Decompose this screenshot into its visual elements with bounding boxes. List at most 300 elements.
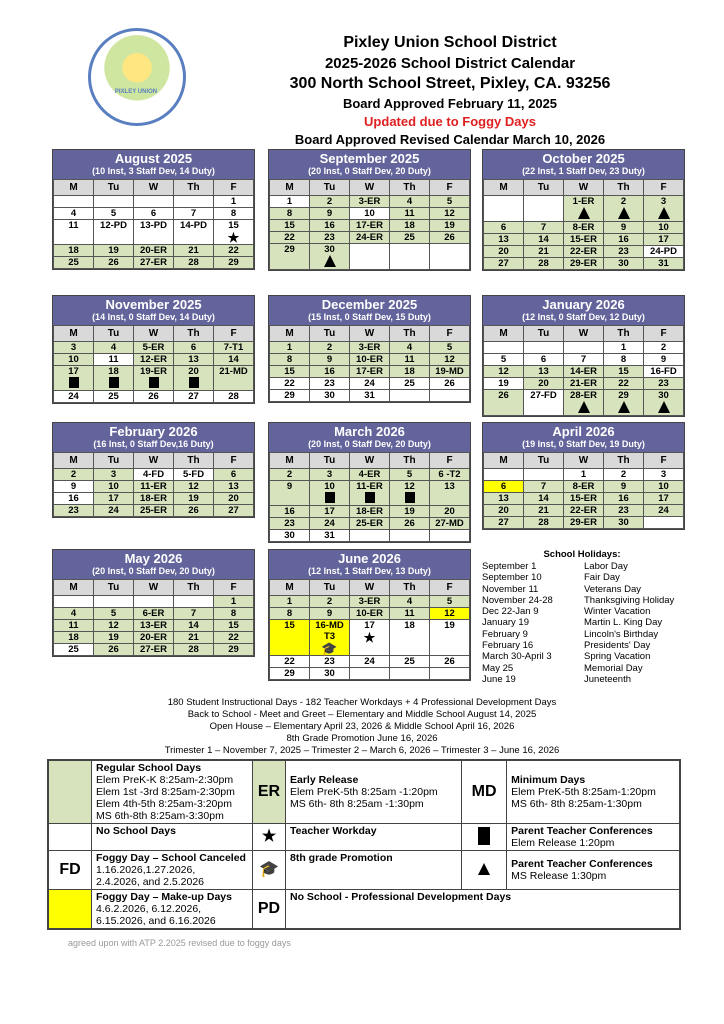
day-cell: 27-MD — [430, 518, 470, 530]
day-cell: 1 — [564, 469, 604, 481]
month-calendar — [268, 295, 471, 403]
holiday-name: Martin L. King Day — [584, 617, 663, 629]
day-cell: 18-ER — [134, 493, 174, 505]
day-cell: 1-ER — [564, 196, 604, 222]
month-calendar — [52, 422, 255, 518]
weekday-header: F — [430, 180, 470, 196]
week-row — [270, 390, 470, 402]
weekday-header: F — [644, 326, 684, 342]
month-header — [269, 550, 470, 579]
day-cell — [524, 196, 564, 222]
weekday-header: W — [350, 453, 390, 469]
weekday-header: Th — [390, 580, 430, 596]
month-day-counts: (20 Inst, 0 Staff Dev, 20 Duty) — [308, 439, 431, 449]
day-cell: 17 — [644, 234, 684, 246]
week-row — [54, 245, 254, 257]
day-cell: 26 — [174, 505, 214, 517]
day-cell: 15-ER — [564, 234, 604, 246]
week-row — [270, 354, 470, 366]
holiday-date: September 10 — [482, 572, 542, 584]
day-cell: 18 — [390, 620, 430, 656]
week-row — [484, 481, 684, 493]
calendar-notes — [40, 697, 684, 757]
holiday-item — [482, 640, 682, 651]
day-cell: 5-ER — [134, 342, 174, 354]
week-row — [270, 668, 470, 680]
week-row — [270, 596, 470, 608]
day-cell: 28-ER — [564, 390, 604, 416]
weekday-header: Tu — [94, 580, 134, 596]
month-header — [269, 150, 470, 179]
holiday-date: January 19 — [482, 617, 530, 629]
day-cell: 31 — [310, 530, 350, 542]
day-cell: 21-ER — [564, 378, 604, 390]
week-row — [484, 354, 684, 366]
weekday-header: F — [644, 453, 684, 469]
day-cell: 28 — [174, 644, 214, 656]
day-cell: 9 — [604, 222, 644, 234]
month-calendar — [482, 422, 685, 530]
week-row — [270, 481, 470, 506]
legend-ptc-elem: Parent Teacher Conferences Elem Release 1:20pm — [507, 824, 680, 851]
day-cell — [390, 244, 430, 270]
holiday-name: Thanksgiving Holiday — [584, 594, 675, 606]
day-cell: 26 — [94, 644, 134, 656]
weekday-header: Th — [174, 580, 214, 596]
day-cell: 24 — [54, 391, 94, 403]
day-cell: 27 — [484, 517, 524, 529]
day-cell: 11 — [390, 354, 430, 366]
day-cell: 16 — [270, 506, 310, 518]
legend-white-swatch — [48, 824, 92, 851]
month-day-counts: (22 Inst, 1 Staff Dev, 23 Duty) — [522, 166, 645, 176]
weekday-header: W — [134, 453, 174, 469]
triangle-icon — [644, 207, 683, 221]
day-cell: 4 — [94, 342, 134, 354]
weekday-header: M — [270, 326, 310, 342]
day-cell — [524, 469, 564, 481]
week-row — [484, 258, 684, 270]
day-cell — [390, 530, 430, 542]
holiday-item — [482, 595, 682, 606]
legend-makeup: Foggy Day – Make-up Days 4.6.2.2026, 6.12.2026, 6.15.2026, and 6.16.2026 — [92, 890, 253, 930]
day-cell: 3-ER — [350, 342, 390, 354]
day-cell: 22 — [270, 656, 310, 668]
weekday-header: M — [54, 180, 94, 196]
day-cell: 25-ER — [134, 505, 174, 517]
day-cell: 3-ER — [350, 596, 390, 608]
day-cell: 14 — [174, 620, 214, 632]
day-cell — [134, 596, 174, 608]
holiday-date: November 11 — [482, 583, 539, 595]
day-cell: 15 — [270, 220, 310, 232]
weekday-header: M — [270, 453, 310, 469]
holiday-name: Juneteenth — [584, 673, 632, 685]
day-cell: 4-ER — [350, 469, 390, 481]
weekday-header: Tu — [310, 580, 350, 596]
day-cell: 25-ER — [350, 518, 390, 530]
legend-table — [47, 759, 681, 930]
day-cell: 15 — [214, 620, 254, 632]
note: Open House – Elementary April 23, 2026 & Middle School April 16, 2026 — [209, 721, 515, 732]
holiday-name: Labor Day — [584, 561, 628, 572]
day-cell: 22 — [214, 632, 254, 644]
day-cell: 27 — [174, 391, 214, 403]
note: Back to School - Meet and Greet – Elementary and Middle School August 14, 2025 — [187, 709, 537, 720]
day-cell: 7-T1 — [214, 342, 254, 354]
day-cell: 13 — [484, 234, 524, 246]
legend-pd-symbol: PD — [253, 890, 286, 930]
day-cell: 29 — [270, 668, 310, 680]
month-calendar — [52, 295, 255, 404]
weekday-header: W — [350, 580, 390, 596]
day-cell — [430, 530, 470, 542]
day-cell: 3 — [644, 196, 684, 222]
month-header — [53, 296, 254, 325]
day-cell: 21 — [524, 505, 564, 517]
day-cell: 6 — [134, 208, 174, 220]
day-cell: 9 — [644, 354, 684, 366]
weekday-header: F — [430, 326, 470, 342]
holiday-name: Veterans Day — [584, 583, 642, 595]
day-cell: 23 — [310, 232, 350, 244]
legend-md: Minimum Days Elem PreK-5th 8:25am-1:20pm MS 6th- 8th 8:25am-1:30pm — [507, 760, 680, 824]
day-cell: 10-ER — [350, 608, 390, 620]
day-cell: 15 — [270, 620, 310, 656]
week-row — [270, 656, 470, 668]
day-cell: 28 — [174, 257, 214, 269]
day-cell: 16 — [604, 493, 644, 505]
square-icon — [310, 492, 349, 505]
holiday-name: Spring Vacation — [584, 651, 651, 663]
holiday-date: September 1 — [482, 561, 537, 572]
weekday-header: Th — [390, 453, 430, 469]
day-cell: 25 — [94, 391, 134, 403]
day-cell: 22 — [604, 378, 644, 390]
day-cell: 26 — [430, 232, 470, 244]
star-icon: ★ — [253, 824, 286, 851]
day-cell: 15 — [270, 366, 310, 378]
day-cell: 27-ER — [134, 257, 174, 269]
day-cell — [524, 342, 564, 354]
weekday-header: F — [430, 580, 470, 596]
week-row — [484, 517, 684, 529]
day-cell: 23 — [310, 656, 350, 668]
legend-md-symbol: MD — [462, 760, 507, 824]
day-cell: 25 — [390, 232, 430, 244]
day-cell: 18 — [390, 220, 430, 232]
holiday-item — [482, 617, 682, 628]
day-cell: 9 — [270, 481, 310, 506]
day-cell: 18 — [54, 632, 94, 644]
weekday-header: Th — [604, 180, 644, 196]
day-cell: 2 — [604, 196, 644, 222]
day-cell — [430, 244, 470, 270]
day-cell: 24 — [644, 505, 684, 517]
day-cell: 18 — [54, 245, 94, 257]
day-cell — [54, 196, 94, 208]
day-cell: 16 — [604, 234, 644, 246]
week-row — [270, 208, 470, 220]
weekday-header: Th — [174, 453, 214, 469]
week-row — [484, 505, 684, 517]
week-row — [54, 366, 254, 391]
day-cell: 1 — [214, 196, 254, 208]
day-cell: 26 — [430, 378, 470, 390]
month-day-counts: (12 Inst, 1 Staff Dev, 13 Duty) — [308, 566, 431, 576]
day-cell: 5 — [430, 196, 470, 208]
day-cell: 24-ER — [350, 232, 390, 244]
square-icon — [350, 492, 389, 505]
day-cell: 3 — [310, 469, 350, 481]
day-cell: 23 — [270, 518, 310, 530]
weekday-header: W — [134, 180, 174, 196]
weekday-header: M — [484, 326, 524, 342]
weekday-header: F — [214, 326, 254, 342]
day-cell: 2 — [54, 469, 94, 481]
month-header — [269, 423, 470, 452]
weekday-header: Th — [604, 326, 644, 342]
day-cell: 19 — [430, 220, 470, 232]
district-name: Pixley Union School District — [343, 34, 557, 51]
holiday-date: May 25 — [482, 662, 514, 674]
day-cell: 6 -T2 — [430, 469, 470, 481]
day-cell: 22-ER — [564, 246, 604, 258]
day-cell: 4 — [390, 342, 430, 354]
day-cell: 30 — [310, 390, 350, 402]
weekday-header: F — [430, 453, 470, 469]
day-cell: 30 — [310, 244, 350, 270]
updated-notice: Updated due to Foggy Days — [364, 114, 536, 129]
district-logo: PIXLEY UNION — [88, 28, 186, 126]
legend-yellow-swatch — [48, 890, 92, 930]
week-row — [484, 469, 684, 481]
holiday-name: Memorial Day — [584, 662, 643, 674]
month-header — [53, 550, 254, 579]
week-row — [54, 493, 254, 505]
day-cell: 22 — [270, 378, 310, 390]
month-day-counts: (20 Inst, 0 Staff Dev, 20 Duty) — [92, 566, 215, 576]
day-cell: 19 — [94, 245, 134, 257]
holiday-item — [482, 651, 682, 662]
day-cell: 16 — [54, 493, 94, 505]
day-cell: 22-ER — [564, 505, 604, 517]
weekday-header: F — [214, 580, 254, 596]
day-cell: 31 — [644, 258, 684, 270]
weekday-header: Th — [174, 326, 214, 342]
day-cell: 1 — [214, 596, 254, 608]
day-cell: 26 — [94, 257, 134, 269]
month-name: December 2025 — [321, 297, 418, 312]
holiday-name: Winter Vacation — [584, 606, 651, 618]
day-cell: 2 — [604, 469, 644, 481]
day-cell — [350, 530, 390, 542]
weekday-header: W — [350, 326, 390, 342]
month-header — [483, 296, 684, 325]
day-cell: 12 — [94, 620, 134, 632]
legend-foggy-day: Foggy Day – School Canceled 1.16.2026,1.27.2026, 2.4.2026, and 2.5.2026 — [92, 851, 253, 890]
day-cell — [644, 517, 684, 529]
day-cell: 6-ER — [134, 608, 174, 620]
month-header — [269, 296, 470, 325]
week-row — [484, 222, 684, 234]
day-cell: 19 — [174, 493, 214, 505]
legend-er: Early Release Elem PreK-5th 8:25am -1:20pm MS 6th- 8th 8:25am -1:30pm — [286, 760, 462, 824]
day-cell: 11 — [54, 620, 94, 632]
day-cell: 9 — [310, 608, 350, 620]
day-cell: 12-PD — [94, 220, 134, 245]
holiday-item — [482, 572, 682, 583]
day-cell: 17-ER — [350, 366, 390, 378]
day-cell: 5 — [430, 596, 470, 608]
day-cell: 29 — [270, 390, 310, 402]
day-cell: 4 — [390, 596, 430, 608]
holiday-item — [482, 663, 682, 674]
day-cell — [484, 342, 524, 354]
day-cell: 23 — [604, 505, 644, 517]
graduation-cap-icon: 🎓 — [253, 851, 286, 890]
day-cell: 13 — [484, 493, 524, 505]
holiday-date: Dec 22-Jan 9 — [482, 606, 539, 618]
month-day-counts: (14 Inst, 0 Staff Dev, 14 Duty) — [92, 312, 215, 322]
weekday-header: W — [134, 326, 174, 342]
day-cell: 8 — [214, 608, 254, 620]
day-cell: 16 — [310, 366, 350, 378]
day-cell: 12 — [484, 366, 524, 378]
weekday-header: M — [484, 180, 524, 196]
month-calendar — [52, 149, 255, 270]
month-day-counts: (10 Inst, 3 Staff Dev, 14 Duty) — [92, 166, 215, 176]
day-cell: 29-ER — [564, 258, 604, 270]
day-cell: 5 — [430, 342, 470, 354]
day-cell — [94, 596, 134, 608]
day-cell: 1 — [604, 342, 644, 354]
day-cell: 23 — [310, 378, 350, 390]
approved-date: Board Approved February 11, 2025 — [342, 96, 558, 111]
day-cell — [390, 668, 430, 680]
weekday-header: Tu — [94, 326, 134, 342]
day-cell: 27 — [214, 505, 254, 517]
month-day-counts: (12 Inst, 0 Staff Dev, 12 Duty) — [522, 312, 645, 322]
day-cell: 16-MD T3 🎓 — [310, 620, 350, 656]
week-row — [54, 354, 254, 366]
week-row — [270, 366, 470, 378]
note: Trimester 1 – November 7, 2025 – Trimester 2 – March 6, 2026 – Trimester 3 – June 16, 2026 — [164, 745, 560, 756]
holiday-date: June 19 — [482, 673, 516, 685]
triangle-icon — [604, 401, 643, 415]
month-header — [483, 150, 684, 179]
legend-fd-symbol: FD — [48, 851, 92, 890]
week-row — [54, 505, 254, 517]
day-cell: 14-ER — [564, 366, 604, 378]
month-name: September 2025 — [319, 151, 420, 166]
day-cell: 12 — [390, 481, 430, 506]
day-cell: 6 — [174, 342, 214, 354]
day-cell: 7 — [564, 354, 604, 366]
day-cell: 2 — [310, 196, 350, 208]
month-calendar — [268, 549, 471, 681]
day-cell — [484, 196, 524, 222]
day-cell: 8 — [270, 608, 310, 620]
legend-promotion: 8th grade Promotion — [286, 851, 462, 890]
day-cell: 21 — [174, 632, 214, 644]
day-cell: 5 — [94, 608, 134, 620]
legend-no-school: No School Days — [92, 824, 253, 851]
day-cell: 24 — [94, 505, 134, 517]
week-row — [270, 196, 470, 208]
month-calendar — [268, 422, 471, 543]
day-cell: 26 — [134, 391, 174, 403]
month-name: November 2025 — [105, 297, 202, 312]
day-cell: 19-ER — [134, 366, 174, 391]
week-row — [54, 596, 254, 608]
weekday-header: W — [564, 326, 604, 342]
square-icon — [174, 377, 213, 390]
week-row — [270, 608, 470, 620]
weekday-header: W — [350, 180, 390, 196]
day-cell: 9 — [310, 354, 350, 366]
day-cell: 4 — [390, 196, 430, 208]
day-cell: 24 — [310, 518, 350, 530]
holiday-item — [482, 584, 682, 595]
school-holidays — [482, 549, 682, 685]
week-row — [484, 196, 684, 222]
square-icon — [462, 824, 507, 851]
month-name: October 2025 — [542, 151, 625, 166]
day-cell: 2 — [310, 342, 350, 354]
day-cell: 18 — [94, 366, 134, 391]
weekday-header: M — [270, 580, 310, 596]
day-cell: 6 — [524, 354, 564, 366]
day-cell: 19 — [390, 506, 430, 518]
day-cell: 9 — [54, 481, 94, 493]
week-row — [54, 644, 254, 656]
day-cell: 17 ★ — [350, 620, 390, 656]
day-cell: 25 — [390, 656, 430, 668]
day-cell: 2 — [310, 596, 350, 608]
day-cell: 13 — [430, 481, 470, 506]
day-cell: 11-ER — [350, 481, 390, 506]
triangle-icon — [462, 851, 507, 890]
legend-green-swatch — [48, 760, 92, 824]
weekday-header: Tu — [524, 326, 564, 342]
triangle-icon — [644, 401, 683, 415]
square-icon — [54, 377, 93, 390]
square-icon — [94, 377, 133, 390]
day-cell — [430, 390, 470, 402]
day-cell: 8 — [270, 208, 310, 220]
day-cell: 15 ★ — [214, 220, 254, 245]
day-cell: 16-FD — [644, 366, 684, 378]
day-cell — [564, 342, 604, 354]
day-cell — [350, 244, 390, 270]
day-cell: 19 — [484, 378, 524, 390]
week-row — [54, 632, 254, 644]
note: 8th Grade Promotion June 16, 2026 — [286, 733, 438, 744]
month-calendar — [482, 295, 685, 417]
day-cell: 12 — [430, 608, 470, 620]
week-row — [270, 469, 470, 481]
day-cell: 2 — [644, 342, 684, 354]
day-cell — [484, 469, 524, 481]
day-cell: 15-ER — [564, 493, 604, 505]
day-cell: 24-PD — [644, 246, 684, 258]
month-header — [483, 423, 684, 452]
day-cell: 30 — [604, 517, 644, 529]
week-row — [54, 208, 254, 220]
day-cell: 13 — [214, 481, 254, 493]
day-cell — [94, 196, 134, 208]
